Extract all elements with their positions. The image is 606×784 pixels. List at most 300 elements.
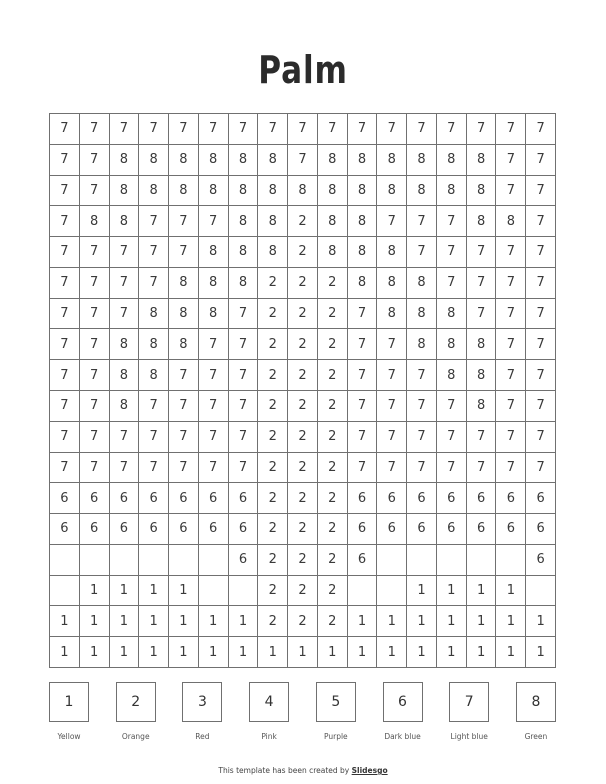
grid-cell: 8: [169, 176, 199, 207]
grid-cell: 6: [496, 483, 526, 514]
grid-cell: 2: [288, 483, 318, 514]
grid-cell: 7: [526, 329, 556, 360]
footer-text: This template has been created by: [218, 766, 352, 775]
grid-cell: 2: [288, 576, 318, 607]
grid-cell: 2: [258, 299, 288, 330]
grid-cell: 2: [318, 360, 348, 391]
color-legend: [49, 682, 556, 741]
grid-cell: 6: [50, 483, 80, 514]
grid-cell: 7: [437, 422, 467, 453]
grid-cell: 7: [467, 453, 497, 484]
grid-cell: [80, 545, 110, 576]
grid-cell: 7: [526, 237, 556, 268]
grid-cell: 7: [50, 145, 80, 176]
grid-cell: 8: [467, 206, 497, 237]
grid-cell: 7: [437, 206, 467, 237]
legend-color-label: Light blue: [450, 732, 488, 741]
grid-cell: 2: [318, 576, 348, 607]
grid-cell: 7: [229, 391, 259, 422]
grid-cell: 2: [318, 453, 348, 484]
legend-item: [249, 682, 289, 741]
grid-cell: 2: [258, 453, 288, 484]
grid-cell: 2: [318, 329, 348, 360]
grid-cell: 6: [110, 483, 140, 514]
grid-cell: 2: [258, 576, 288, 607]
grid-cell: 6: [348, 483, 378, 514]
grid-cell: 8: [348, 206, 378, 237]
grid-cell: 6: [526, 483, 556, 514]
grid-cell: 7: [377, 114, 407, 145]
grid-cell: 7: [526, 114, 556, 145]
grid-cell: 7: [496, 114, 526, 145]
grid-cell: 8: [110, 360, 140, 391]
grid-cell: 6: [169, 514, 199, 545]
grid-cell: 6: [377, 483, 407, 514]
grid-cell: 8: [437, 176, 467, 207]
grid-cell: 7: [80, 299, 110, 330]
grid-cell: 1: [229, 606, 259, 637]
grid-cell: 2: [258, 545, 288, 576]
grid-cell: 6: [467, 514, 497, 545]
grid-cell: 7: [496, 237, 526, 268]
grid-cell: [199, 545, 229, 576]
grid-cell: 2: [288, 329, 318, 360]
grid-cell: 1: [288, 637, 318, 668]
grid-cell: 8: [80, 206, 110, 237]
grid-cell: 1: [526, 606, 556, 637]
grid-cell: 7: [467, 422, 497, 453]
grid-cell: 8: [199, 268, 229, 299]
grid-cell: 7: [229, 453, 259, 484]
grid-cell: 1: [229, 637, 259, 668]
grid-cell: 2: [318, 268, 348, 299]
legend-number-box: 2: [116, 682, 156, 722]
grid-cell: 7: [407, 237, 437, 268]
grid-cell: 7: [139, 453, 169, 484]
grid-cell: 7: [199, 114, 229, 145]
grid-cell: 8: [407, 329, 437, 360]
grid-cell: 1: [407, 606, 437, 637]
legend-number-box: 8: [516, 682, 556, 722]
grid-cell: 7: [437, 268, 467, 299]
grid-cell: 1: [437, 606, 467, 637]
grid-cell: 8: [318, 176, 348, 207]
legend-number-box: 5: [316, 682, 356, 722]
grid-cell: 7: [377, 422, 407, 453]
grid-cell: 1: [199, 637, 229, 668]
grid-cell: 7: [467, 237, 497, 268]
grid-cell: 1: [258, 637, 288, 668]
grid-cell: 8: [407, 268, 437, 299]
grid-cell: 1: [169, 637, 199, 668]
grid-cell: 2: [318, 545, 348, 576]
grid-cell: 7: [50, 329, 80, 360]
grid-cell: 7: [467, 268, 497, 299]
grid-cell: 1: [169, 606, 199, 637]
legend-item: [182, 682, 222, 741]
grid-cell: 2: [288, 391, 318, 422]
grid-cell: 1: [348, 637, 378, 668]
grid-cell: 7: [526, 145, 556, 176]
grid-cell: [526, 576, 556, 607]
grid-cell: 7: [348, 114, 378, 145]
grid-cell: 8: [199, 299, 229, 330]
grid-cell: [139, 545, 169, 576]
legend-number-box: 1: [49, 682, 89, 722]
legend-number-box: 4: [249, 682, 289, 722]
grid-cell: 7: [80, 422, 110, 453]
grid-cell: 2: [288, 545, 318, 576]
grid-cell: 2: [288, 268, 318, 299]
grid-cell: 2: [258, 422, 288, 453]
grid-cell: 8: [169, 329, 199, 360]
grid-cell: 8: [467, 145, 497, 176]
grid-cell: 7: [139, 268, 169, 299]
grid-cell: 1: [110, 576, 140, 607]
grid-cell: [348, 576, 378, 607]
legend-number-box: 7: [449, 682, 489, 722]
grid-cell: 1: [467, 576, 497, 607]
legend-item: [516, 682, 556, 741]
grid-cell: 2: [318, 422, 348, 453]
grid-cell: 1: [80, 637, 110, 668]
grid-cell: 7: [50, 176, 80, 207]
grid-cell: 8: [110, 206, 140, 237]
grid-cell: 7: [437, 114, 467, 145]
grid-cell: 1: [348, 606, 378, 637]
grid-cell: 8: [377, 176, 407, 207]
grid-cell: 7: [348, 453, 378, 484]
grid-cell: 7: [407, 360, 437, 391]
grid-cell: 7: [50, 114, 80, 145]
grid-cell: 8: [407, 176, 437, 207]
grid-cell: 7: [169, 237, 199, 268]
grid-cell: 8: [110, 145, 140, 176]
grid-cell: [199, 576, 229, 607]
grid-cell: 6: [110, 514, 140, 545]
grid-cell: 7: [139, 206, 169, 237]
grid-cell: [229, 576, 259, 607]
grid-cell: 7: [80, 453, 110, 484]
grid-cell: 7: [139, 391, 169, 422]
grid-cell: 7: [377, 391, 407, 422]
grid-cell: 7: [318, 114, 348, 145]
grid-cell: 1: [110, 606, 140, 637]
grid-cell: 6: [169, 483, 199, 514]
grid-cell: [110, 545, 140, 576]
grid-cell: 7: [467, 299, 497, 330]
grid-cell: 6: [377, 514, 407, 545]
grid-cell: 7: [377, 453, 407, 484]
legend-number-box: 3: [182, 682, 222, 722]
grid-cell: 8: [139, 145, 169, 176]
grid-cell: 6: [437, 514, 467, 545]
grid-cell: 1: [80, 606, 110, 637]
legend-color-label: Green: [524, 732, 548, 741]
grid-cell: [377, 545, 407, 576]
grid-cell: 8: [110, 176, 140, 207]
grid-cell: [437, 545, 467, 576]
grid-cell: 8: [467, 391, 497, 422]
grid-cell: [50, 545, 80, 576]
grid-cell: 7: [437, 453, 467, 484]
grid-cell: 1: [496, 637, 526, 668]
grid-cell: 7: [437, 391, 467, 422]
grid-cell: 8: [199, 237, 229, 268]
grid-cell: 6: [229, 514, 259, 545]
grid-cell: 7: [199, 453, 229, 484]
grid-cell: 8: [110, 391, 140, 422]
grid-cell: 8: [139, 176, 169, 207]
grid-cell: 8: [496, 206, 526, 237]
grid-cell: 7: [199, 391, 229, 422]
grid-cell: 8: [288, 176, 318, 207]
grid-cell: 6: [139, 514, 169, 545]
grid-cell: 7: [229, 329, 259, 360]
grid-cell: 7: [496, 329, 526, 360]
grid-cell: 6: [80, 514, 110, 545]
grid-cell: 8: [258, 206, 288, 237]
grid-cell: 6: [407, 514, 437, 545]
grid-cell: 7: [110, 299, 140, 330]
legend-color-label: Yellow: [57, 732, 81, 741]
grid-cell: 6: [139, 483, 169, 514]
grid-cell: 8: [199, 176, 229, 207]
grid-cell: 8: [348, 237, 378, 268]
grid-cell: 8: [348, 145, 378, 176]
grid-cell: 2: [318, 606, 348, 637]
grid-cell: 7: [199, 422, 229, 453]
grid-cell: 7: [169, 422, 199, 453]
grid-cell: 2: [318, 299, 348, 330]
grid-cell: 7: [50, 268, 80, 299]
grid-cell: 7: [110, 114, 140, 145]
grid-cell: 7: [526, 360, 556, 391]
grid-cell: 7: [110, 422, 140, 453]
grid-cell: 6: [526, 514, 556, 545]
grid-cell: 6: [199, 483, 229, 514]
grid-cell: 2: [288, 206, 318, 237]
grid-cell: 8: [169, 145, 199, 176]
grid-cell: 7: [348, 360, 378, 391]
grid-cell: 7: [80, 114, 110, 145]
grid-cell: 8: [139, 360, 169, 391]
grid-cell: 1: [50, 637, 80, 668]
legend-color-label: Orange: [121, 732, 150, 741]
grid-cell: 7: [526, 299, 556, 330]
grid-cell: 1: [437, 637, 467, 668]
grid-cell: [377, 576, 407, 607]
grid-cell: 7: [110, 453, 140, 484]
grid-cell: 7: [199, 360, 229, 391]
grid-cell: 6: [407, 483, 437, 514]
grid-cell: 7: [348, 391, 378, 422]
grid-cell: [169, 545, 199, 576]
grid-cell: 7: [50, 360, 80, 391]
grid-cell: 8: [139, 329, 169, 360]
grid-cell: 7: [110, 237, 140, 268]
grid-cell: 7: [258, 114, 288, 145]
grid-cell: 7: [229, 422, 259, 453]
grid-cell: 7: [80, 360, 110, 391]
grid-cell: 7: [169, 453, 199, 484]
grid-cell: 2: [258, 606, 288, 637]
grid-cell: 7: [229, 360, 259, 391]
grid-cell: 7: [80, 237, 110, 268]
grid-cell: 6: [229, 483, 259, 514]
legend-item: [116, 682, 156, 741]
grid-cell: 7: [80, 145, 110, 176]
grid-cell: 8: [258, 145, 288, 176]
legend-color-label: Dark blue: [384, 732, 421, 741]
grid-cell: 6: [348, 514, 378, 545]
grid-cell: 7: [496, 422, 526, 453]
grid-cell: 7: [110, 268, 140, 299]
grid-cell: 7: [467, 114, 497, 145]
grid-cell: 7: [407, 206, 437, 237]
grid-cell: 8: [437, 145, 467, 176]
grid-cell: 7: [50, 453, 80, 484]
grid-cell: 7: [377, 360, 407, 391]
grid-cell: 7: [526, 453, 556, 484]
grid-cell: 1: [377, 606, 407, 637]
grid-cell: 2: [288, 606, 318, 637]
grid-cell: 7: [496, 453, 526, 484]
grid-cell: 7: [50, 299, 80, 330]
grid-cell: 8: [437, 329, 467, 360]
grid-cell: 1: [526, 637, 556, 668]
grid-cell: 8: [467, 360, 497, 391]
grid-cell: 1: [199, 606, 229, 637]
grid-cell: 8: [377, 145, 407, 176]
grid-cell: 6: [496, 514, 526, 545]
grid-cell: 8: [377, 237, 407, 268]
grid-cell: 1: [80, 576, 110, 607]
grid-cell: 7: [229, 114, 259, 145]
grid-cell: 7: [526, 422, 556, 453]
grid-cell: 7: [169, 206, 199, 237]
grid-cell: 2: [288, 514, 318, 545]
grid-cell: 7: [50, 391, 80, 422]
grid-cell: [467, 545, 497, 576]
grid-cell: 6: [437, 483, 467, 514]
grid-cell: 8: [467, 329, 497, 360]
grid-cell: 8: [199, 145, 229, 176]
grid-cell: 2: [318, 483, 348, 514]
grid-cell: 2: [318, 514, 348, 545]
grid-cell: 8: [229, 176, 259, 207]
grid-cell: 8: [229, 145, 259, 176]
grid-cell: 7: [496, 299, 526, 330]
grid-cell: 8: [169, 268, 199, 299]
grid-cell: [407, 545, 437, 576]
grid-cell: 8: [318, 206, 348, 237]
color-by-number-grid: [49, 113, 556, 668]
grid-cell: 7: [526, 176, 556, 207]
grid-cell: 7: [80, 176, 110, 207]
grid-cell: 8: [377, 299, 407, 330]
grid-cell: 7: [169, 391, 199, 422]
grid-cell: 7: [407, 114, 437, 145]
grid-cell: 7: [50, 206, 80, 237]
grid-cell: 2: [258, 268, 288, 299]
grid-cell: 8: [348, 176, 378, 207]
grid-cell: 7: [496, 360, 526, 391]
grid-cell: 7: [288, 145, 318, 176]
grid-cell: 1: [407, 637, 437, 668]
grid-cell: 7: [199, 206, 229, 237]
footer-credit: [0, 766, 606, 775]
grid-cell: 7: [50, 422, 80, 453]
grid-cell: 8: [407, 145, 437, 176]
grid-cell: [50, 576, 80, 607]
legend-item: [449, 682, 489, 741]
grid-cell: 1: [407, 576, 437, 607]
grid-cell: 1: [139, 637, 169, 668]
grid-cell: 8: [437, 360, 467, 391]
grid-cell: 2: [288, 237, 318, 268]
grid-cell: 8: [318, 145, 348, 176]
grid-cell: 2: [258, 391, 288, 422]
grid-cell: 7: [199, 329, 229, 360]
grid-cell: 7: [526, 268, 556, 299]
grid-cell: 8: [139, 299, 169, 330]
grid-cell: 7: [169, 360, 199, 391]
grid-cell: 1: [139, 606, 169, 637]
grid-cell: 1: [496, 576, 526, 607]
grid-cell: 1: [110, 637, 140, 668]
grid-cell: 7: [526, 206, 556, 237]
grid-cell: 8: [110, 329, 140, 360]
grid-cell: 2: [318, 391, 348, 422]
grid-cell: 7: [80, 268, 110, 299]
grid-cell: 2: [288, 422, 318, 453]
brand-link[interactable]: Slidesgo: [351, 766, 388, 775]
grid-cell: 1: [50, 606, 80, 637]
grid-cell: 7: [496, 176, 526, 207]
grid-cell: 2: [258, 329, 288, 360]
grid-cell: 2: [258, 483, 288, 514]
grid-cell: 7: [377, 329, 407, 360]
grid-cell: 8: [318, 237, 348, 268]
grid-cell: 1: [437, 576, 467, 607]
grid-cell: 7: [169, 114, 199, 145]
grid-cell: 1: [169, 576, 199, 607]
legend-number-box: 6: [383, 682, 423, 722]
grid-cell: 7: [80, 329, 110, 360]
grid-cell: 6: [50, 514, 80, 545]
grid-cell: 1: [496, 606, 526, 637]
grid-cell: 8: [348, 268, 378, 299]
grid-cell: 7: [407, 391, 437, 422]
grid-cell: 6: [467, 483, 497, 514]
grid-cell: 2: [258, 360, 288, 391]
grid-cell: 6: [229, 545, 259, 576]
grid-cell: 7: [407, 422, 437, 453]
grid-cell: 8: [258, 237, 288, 268]
grid-cell: 7: [139, 114, 169, 145]
grid-cell: 7: [437, 237, 467, 268]
grid-cell: 7: [496, 268, 526, 299]
grid-cell: 1: [139, 576, 169, 607]
grid-cell: 1: [377, 637, 407, 668]
grid-cell: 6: [199, 514, 229, 545]
grid-cell: 8: [229, 268, 259, 299]
grid-cell: 7: [496, 145, 526, 176]
grid-cell: 8: [437, 299, 467, 330]
grid-cell: 7: [377, 206, 407, 237]
grid-cell: 2: [258, 514, 288, 545]
